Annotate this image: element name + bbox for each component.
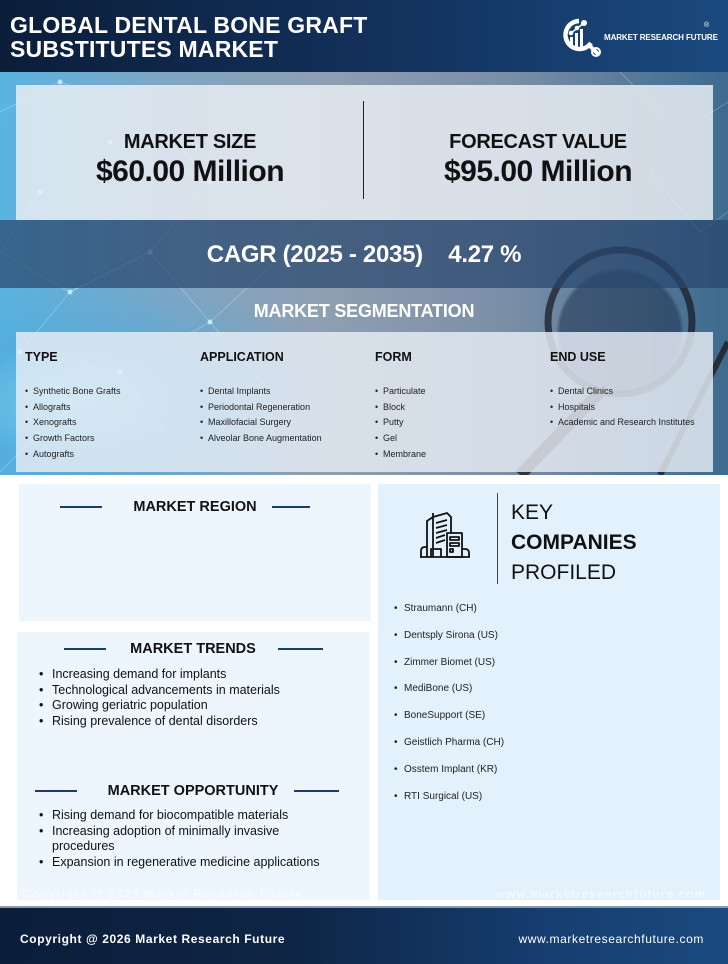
watermark-website: www.marketresearchfuture.com <box>495 887 706 901</box>
list-item: • Membrane <box>375 447 426 463</box>
footer-copyright: Copyright @ 2026 Market Research Future <box>20 932 286 946</box>
key-companies-title-line-3: PROFILED <box>511 561 617 584</box>
key-companies-panel <box>378 484 720 900</box>
list-item: • MediBone (US) <box>394 682 504 709</box>
header <box>0 0 728 72</box>
forecast-value-label: FORECAST VALUE <box>449 131 627 153</box>
segment-heading: FORM <box>375 350 412 364</box>
list-item: • Particulate <box>375 384 426 400</box>
market-size-stat <box>16 85 364 220</box>
watermark-copyright: Copyright @ 2025 Market Research Future <box>22 887 303 901</box>
list-item: • Osstem Implant (KR) <box>394 763 504 790</box>
market-trends-panel <box>17 632 369 900</box>
list-item: • Autografts <box>25 447 121 463</box>
forecast-value-stat <box>364 85 712 220</box>
key-companies-title <box>511 498 637 588</box>
title-line-2: SUBSTITUTES MARKET <box>10 36 279 62</box>
list-item: • Straumann (CH) <box>394 602 504 629</box>
building-icon <box>419 511 471 561</box>
heading-rule-right <box>278 648 323 650</box>
cagr-band <box>0 220 728 288</box>
list-item: • Putty <box>375 415 426 431</box>
forecast-value-value: $95.00 Million <box>443 155 633 188</box>
hero-section <box>0 72 728 475</box>
segment-list <box>25 384 121 462</box>
key-companies-title-line-2: COMPANIES <box>511 531 637 554</box>
heading-rule-right <box>272 506 310 508</box>
list-item: • RTI Surgical (US) <box>394 790 504 817</box>
segment-heading: TYPE <box>25 350 58 364</box>
market-stats-panel <box>16 85 713 220</box>
market-opportunity-list <box>37 808 327 870</box>
list-item: • Increasing adoption of minimally invasive procedures <box>37 824 327 855</box>
registered-mark: ® <box>704 22 710 29</box>
market-region-title: MARKET REGION <box>133 499 257 515</box>
list-item: • Geistlich Pharma (CH) <box>394 736 504 763</box>
list-item: • Growing geriatric population <box>37 698 280 714</box>
segment-list <box>550 384 695 431</box>
segmentation-panel <box>16 332 713 472</box>
footer <box>0 906 728 964</box>
footer-website-link[interactable]: www.marketresearchfuture.com <box>518 932 704 946</box>
list-item: • Alveolar Bone Augmentation <box>200 431 322 447</box>
list-item: • Academic and Research Institutes <box>550 415 695 431</box>
list-item: • Periodontal Regeneration <box>200 400 322 416</box>
key-companies-title-line-1: KEY <box>511 501 554 524</box>
list-item: • Gel <box>375 431 426 447</box>
list-item: • Dental Implants <box>200 384 322 400</box>
list-item: • Block <box>375 400 426 416</box>
list-item: • Synthetic Bone Grafts <box>25 384 121 400</box>
list-item: • Xenografts <box>25 415 121 431</box>
market-region-panel <box>19 484 371 621</box>
list-item: • Increasing demand for implants <box>37 667 280 683</box>
list-item: • Expansion in regenerative medicine applications <box>37 855 327 871</box>
heading-rule-right <box>294 790 339 792</box>
segment-heading: APPLICATION <box>200 350 284 364</box>
list-item: • Growth Factors <box>25 431 121 447</box>
list-item: • Zimmer Biomet (US) <box>394 656 504 683</box>
segment-list <box>200 384 322 447</box>
market-opportunity-title: MARKET OPPORTUNITY <box>107 783 279 799</box>
segment-heading: END USE <box>550 350 606 364</box>
cagr-text: CAGR (2025 - 2035) 4.27 % <box>206 241 522 268</box>
segmentation-title: MARKET SEGMENTATION <box>253 301 475 321</box>
logo-text: MARKET RESEARCH FUTURE <box>604 33 718 42</box>
market-size-value: $60.00 Million <box>95 155 285 188</box>
list-item: • Allografts <box>25 400 121 416</box>
list-item: • Rising prevalence of dental disorders <box>37 714 280 730</box>
companies-list <box>394 602 504 816</box>
companies-divider <box>497 493 498 584</box>
list-item: • Dental Clinics <box>550 384 695 400</box>
page-title <box>10 13 367 61</box>
list-item: • Dentsply Sirona (US) <box>394 629 504 656</box>
list-item: • Maxillofacial Surgery <box>200 415 322 431</box>
market-size-label: MARKET SIZE <box>123 131 257 153</box>
title-line-1: GLOBAL DENTAL BONE GRAFT <box>10 12 368 38</box>
market-trends-title: MARKET TRENDS <box>130 641 256 657</box>
magnifier-chart-logo-icon <box>561 17 605 57</box>
list-item: • BoneSupport (SE) <box>394 709 504 736</box>
list-item: • Rising demand for biocompatible materials <box>37 808 327 824</box>
segment-list <box>375 384 426 462</box>
brand-logo[interactable] <box>561 17 718 57</box>
list-item: • Hospitals <box>550 400 695 416</box>
market-trends-list <box>37 667 280 729</box>
list-item: • Technological advancements in materials <box>37 683 280 699</box>
